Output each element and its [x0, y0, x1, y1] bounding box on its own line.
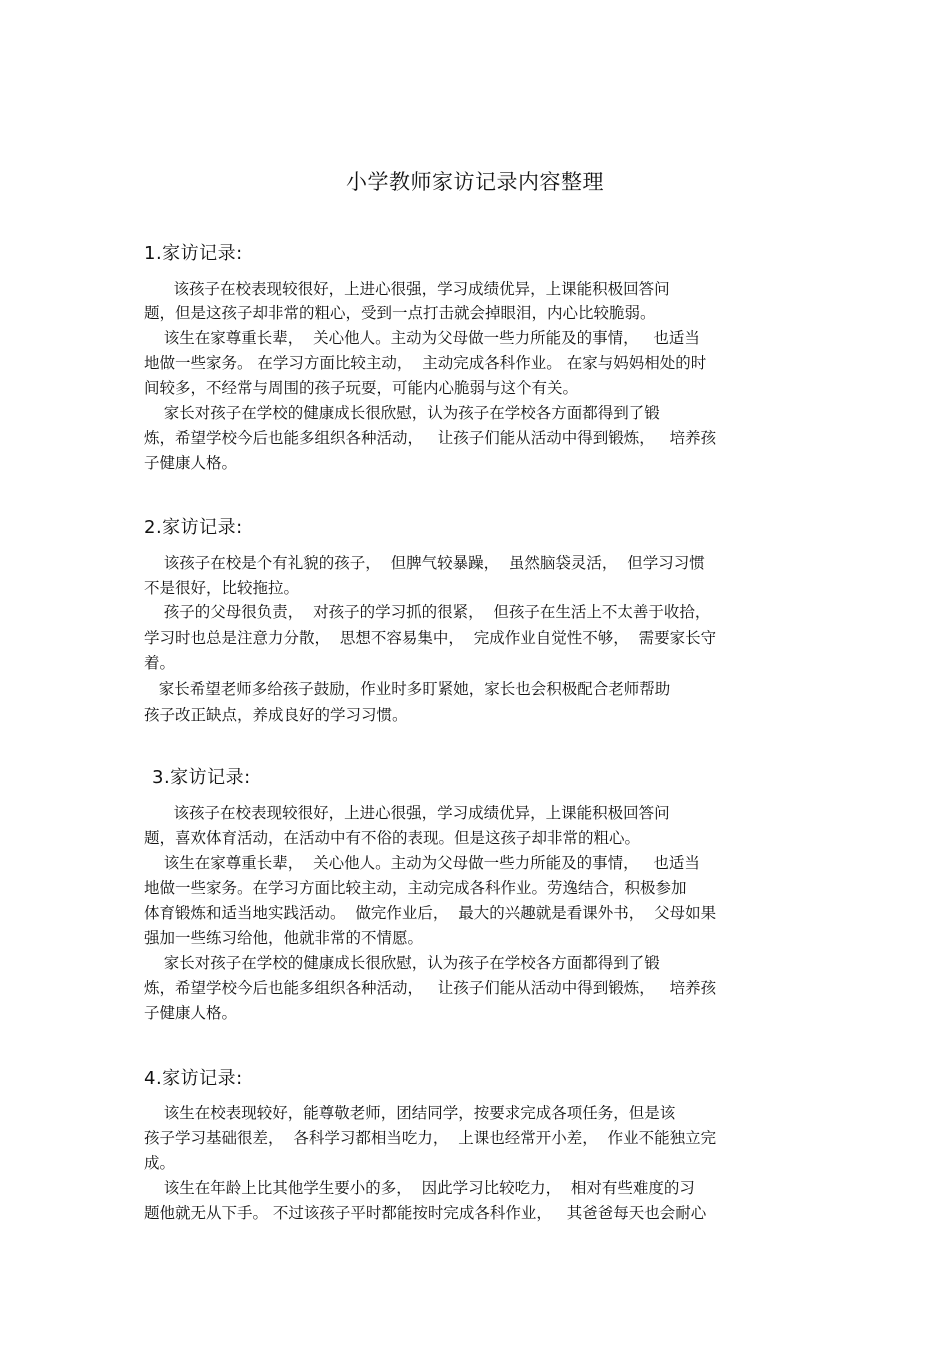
record-2-line: 家长希望老师多给孩子鼓励，作业时多盯紧她，家长也会积极配合老师帮助 [144, 680, 671, 698]
record-1-line: 炼，希望学校今后也能多组织各种活动， 让孩子们能从活动中得到锻炼， 培养孩 [144, 429, 717, 447]
record-3-line: 地做一些家务。在学习方面比较主动，主动完成各科作业。劳逸结合，积极参加 [144, 879, 687, 897]
record-4-line: 该生在校表现较好，能尊敬老师，团结同学，按要求完成各项任务，但是该 [144, 1104, 676, 1122]
record-1-line: 子健康人格。 [144, 454, 238, 472]
record-3-heading: 3.家访记录: [152, 767, 251, 788]
record-1-line: 地做一些家务。 在学习方面比较主动， 主动完成各科作业。 在家与妈妈相处的时 [144, 354, 707, 372]
document-title: 小学教师家访记录内容整理 [346, 170, 604, 194]
record-3-line: 子健康人格。 [144, 1004, 238, 1022]
record-2-heading: 2.家访记录: [144, 517, 243, 538]
record-2-line: 孩子的父母很负责， 对孩子的学习抓的很紧， 但孩子在生活上不太善于收拾， [144, 603, 711, 621]
record-1-heading: 1.家访记录: [144, 243, 243, 264]
record-2-line: 着。 [144, 654, 176, 672]
record-4-line: 题他就无从下手。 不过该孩子平时都能按时完成各科作业， 其爸爸每天也会耐心 [144, 1204, 707, 1222]
record-1-line: 该孩子在校表现较很好，上进心很强，学习成绩优异，上课能积极回答问 [144, 280, 670, 298]
record-3-line: 体育锻炼和适当地实践活动。 做完作业后， 最大的兴趣就是看课外书， 父母如果 [144, 904, 717, 922]
record-4-line: 成。 [144, 1154, 176, 1172]
record-3-line: 家长对孩子在学校的健康成长很欣慰，认为孩子在学校各方面都得到了锻 [144, 954, 660, 972]
record-2-line: 该孩子在校是个有礼貌的孩子， 但脾气较暴躁， 虽然脑袋灵活， 但学习习惯 [144, 554, 705, 572]
record-2-line: 学习时也总是注意力分散， 思想不容易集中， 完成作业自觉性不够， 需要家长守 [144, 629, 717, 647]
record-1-line: 间较多，不经常与周围的孩子玩耍，可能内心脆弱与这个有关。 [144, 379, 579, 397]
record-1-line: 家长对孩子在学校的健康成长很欣慰，认为孩子在学校各方面都得到了锻 [144, 404, 660, 422]
record-1-line: 该生在家尊重长辈， 关心他人。主动为父母做一些力所能及的事情， 也适当 [144, 329, 700, 347]
record-3-line: 强加一些练习给他，他就非常的不情愿。 [144, 929, 424, 947]
record-3-line: 该生在家尊重长辈， 关心他人。主动为父母做一些力所能及的事情， 也适当 [144, 854, 700, 872]
record-4-heading: 4.家访记录: [144, 1068, 243, 1089]
record-4-line: 该生在年龄上比其他学生要小的多， 因此学习比较吃力， 相对有些难度的习 [144, 1179, 695, 1197]
record-3-line: 该孩子在校表现较很好，上进心很强，学习成绩优异，上课能积极回答问 [144, 804, 670, 822]
record-3-line: 题，喜欢体育活动，在活动中有不俗的表现。但是这孩子却非常的粗心。 [144, 829, 641, 847]
record-3-line: 炼，希望学校今后也能多组织各种活动， 让孩子们能从活动中得到锻炼， 培养孩 [144, 979, 717, 997]
record-2-line: 不是很好，比较拖拉。 [144, 579, 300, 597]
record-2-line: 孩子改正缺点，养成良好的学习习惯。 [144, 706, 408, 724]
record-1-line: 题，但是这孩子却非常的粗心，受到一点打击就会掉眼泪，内心比较脆弱。 [144, 304, 656, 322]
record-4-line: 孩子学习基础很差， 各科学习都相当吃力， 上课也经常开小差， 作业不能独立完 [144, 1129, 717, 1147]
